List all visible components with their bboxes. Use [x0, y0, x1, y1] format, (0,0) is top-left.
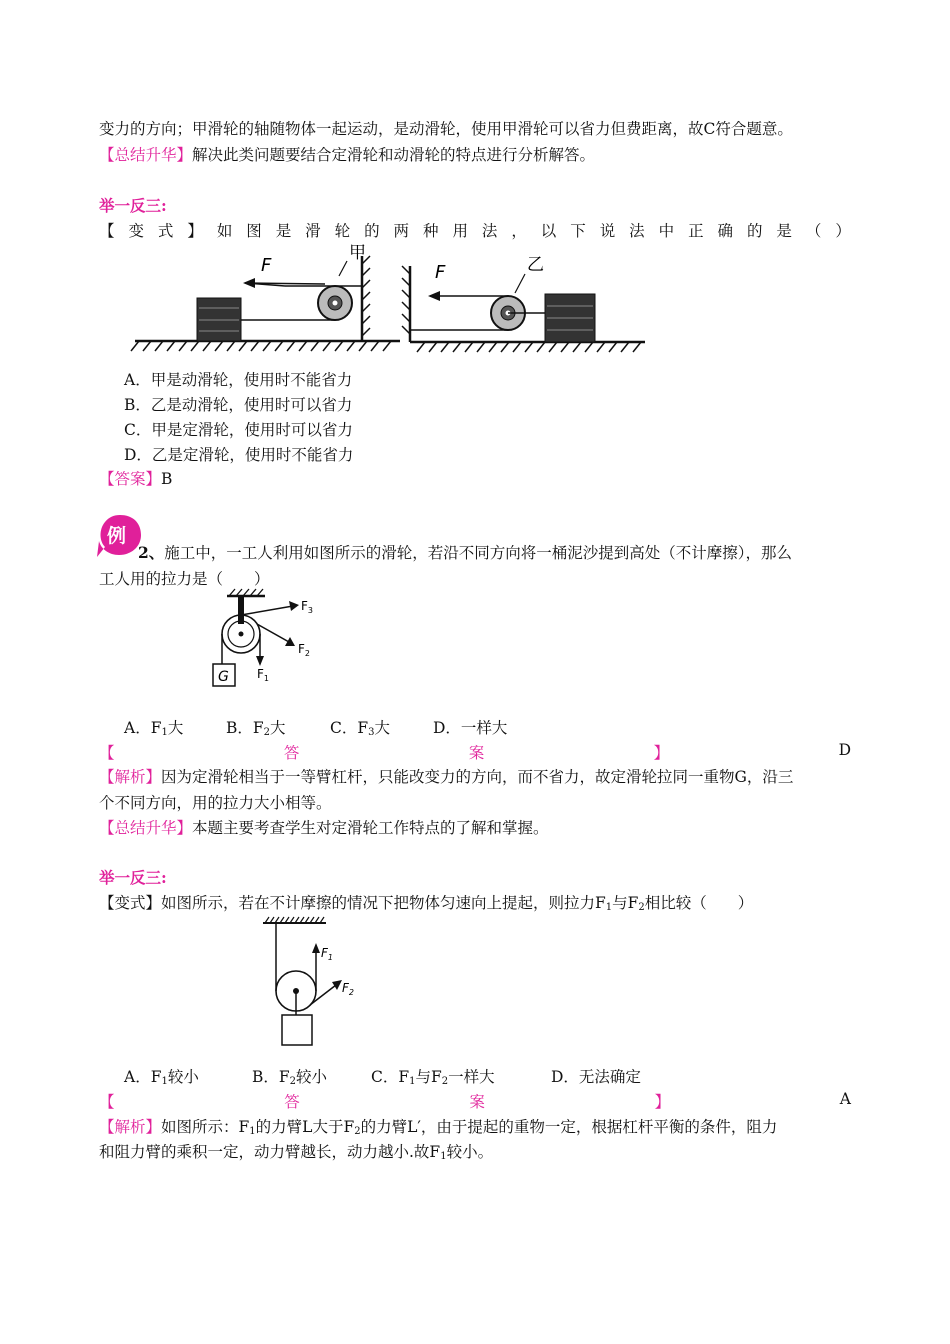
arrow-right-force	[428, 291, 440, 301]
example-badge-icon	[97, 511, 143, 557]
option-d: D．乙是定滑轮，使用时不能省力	[124, 446, 354, 464]
ex2-answer-line: 【 答 案 】 A	[99, 1090, 851, 1111]
q2-summary-line: 【总结升华】本题主要考查学生对定滑轮工作特点的了解和掌握。	[99, 819, 549, 837]
variant-char: 的	[364, 222, 380, 240]
q2-option-c: C．$F_3$大	[330, 719, 391, 738]
option-a: A．甲是动滑轮，使用时不能省力	[124, 371, 353, 389]
variant-char: （	[805, 222, 822, 240]
ex2-option-c: C．$F_1$与$F_2$一样大	[371, 1068, 495, 1087]
section-heading-2: 举一反三:	[99, 868, 167, 887]
variant-char: 确	[717, 222, 734, 240]
variant-char: 图	[246, 222, 262, 240]
ground-hatch-right	[417, 342, 641, 352]
question-2-line2: 工人用的拉力是（ ）	[99, 570, 270, 588]
label-F2: $F_2$	[342, 981, 354, 997]
variant-char: 】	[187, 222, 203, 240]
variant-char: 法	[629, 222, 645, 240]
variant-char: ）	[835, 222, 851, 240]
q2-analysis-line1: 【解析】因为定滑轮相当于一等臂杠杆，只能改变力的方向，而不省力，故定滑轮拉同一重物G，沿三	[99, 768, 794, 786]
variant-char: 如	[216, 222, 233, 240]
answer-tag: 【答案】	[99, 470, 162, 488]
variant-char: 的	[746, 222, 763, 240]
ground-hatch-left	[131, 341, 391, 351]
variant-char: 式	[157, 222, 174, 240]
variant-char: 变	[128, 222, 144, 240]
variant-char: 是	[275, 222, 292, 240]
summary-text: 解决此类问题要结合定滑轮和动滑轮的特点进行分析解答。	[192, 146, 596, 164]
q2-analysis-line2: 个不同方向，用的拉力大小相等。	[99, 794, 332, 812]
q2-option-b: B．$F_2$大	[226, 719, 286, 738]
label-F2: $F_2$	[298, 642, 310, 658]
ex2-analysis-line1: 【解析】如图所示：$F_1$的力臂L大于$F_2$的力臂L′，由于提起的重物一定，根据杠杆平衡的条件，阻力	[99, 1118, 778, 1137]
q2-option-d: D．一样大	[433, 719, 508, 737]
option-b: B．乙是动滑轮，使用时可以省力	[124, 396, 353, 414]
summary-tag: 【总结升华】	[99, 146, 193, 164]
ex2-option-d: D．无法确定	[551, 1068, 641, 1086]
variant-char: ，	[511, 222, 527, 240]
variant-char: 是	[776, 222, 792, 240]
answer-value: D	[838, 741, 851, 759]
fixed-pulley-three-forces	[205, 586, 325, 692]
variant-char: 轮	[334, 222, 351, 240]
variant-2-question: 【变式】如图所示，若在不计摩擦的情况下把物体匀速向上提起，则拉力$F_1$与$F_2$相比较（ ）	[99, 894, 754, 913]
variant-char: 中	[658, 222, 675, 240]
label-G: G	[218, 669, 229, 685]
label-yi: 乙	[527, 255, 544, 275]
variant-char: 【	[99, 222, 115, 240]
summary-line	[99, 143, 595, 165]
label-jia: 甲	[349, 243, 366, 263]
variant-char: 种	[422, 222, 439, 240]
analysis-tag: 【解析】	[99, 768, 162, 786]
label-F-right: F	[435, 262, 446, 283]
variant-char: 滑	[305, 222, 321, 240]
option-c: C．甲是定滑轮，使用时可以省力	[124, 421, 353, 439]
ex2-option-a: A．$F_1$较小	[124, 1068, 199, 1087]
variant-char: 下	[570, 222, 586, 240]
answer-value: A	[839, 1090, 851, 1108]
variant-char: 以	[540, 222, 557, 240]
q2-option-a: A．$F_1$大	[124, 719, 184, 738]
label-F-left: F	[261, 255, 272, 276]
q2-answer-line: 【 答 案 】 D	[99, 741, 851, 762]
summary-tag: 【总结升华】	[99, 819, 193, 837]
label-F1: $F_1$	[321, 946, 333, 962]
label-F1: $F_1$	[257, 667, 269, 683]
variant-char: 法	[481, 222, 498, 240]
analysis-tag: 【解析】	[99, 1118, 162, 1136]
weight-box	[282, 1015, 312, 1045]
answer-line	[99, 467, 172, 489]
variant-char: 两	[393, 222, 410, 240]
section-heading: 举一反三:	[99, 196, 167, 215]
continuation-line: 变力的方向；甲滑轮的轴随物体一起运动，是动滑轮，使用甲滑轮可以省力但费距离，故C符合题意。	[99, 120, 793, 138]
pulley-two-forces-diagram	[258, 913, 368, 1053]
question-2-line1	[138, 541, 792, 563]
pulley-mount	[238, 596, 244, 624]
pulley-diagram-jia-yi	[125, 236, 655, 356]
label-F3: $F_3$	[301, 599, 313, 615]
ex2-option-b: B．$F_2$较小	[252, 1068, 328, 1087]
variant-char: 说	[599, 222, 616, 240]
variant-char: 用	[452, 222, 468, 240]
question-text: 施工中，一工人利用如图所示的滑轮，若沿不同方向将一桶泥沙提到高处（不计摩擦），那么	[164, 544, 793, 562]
question-number: 2、	[138, 543, 165, 562]
answer-value: B	[161, 470, 173, 488]
variant-char: 正	[688, 222, 704, 240]
badge-text: 例	[107, 525, 127, 547]
ex2-analysis-line2: 和阻力臂的乘积一定，动力臂越长，动力越小.故$F_1$较小。	[99, 1143, 494, 1162]
